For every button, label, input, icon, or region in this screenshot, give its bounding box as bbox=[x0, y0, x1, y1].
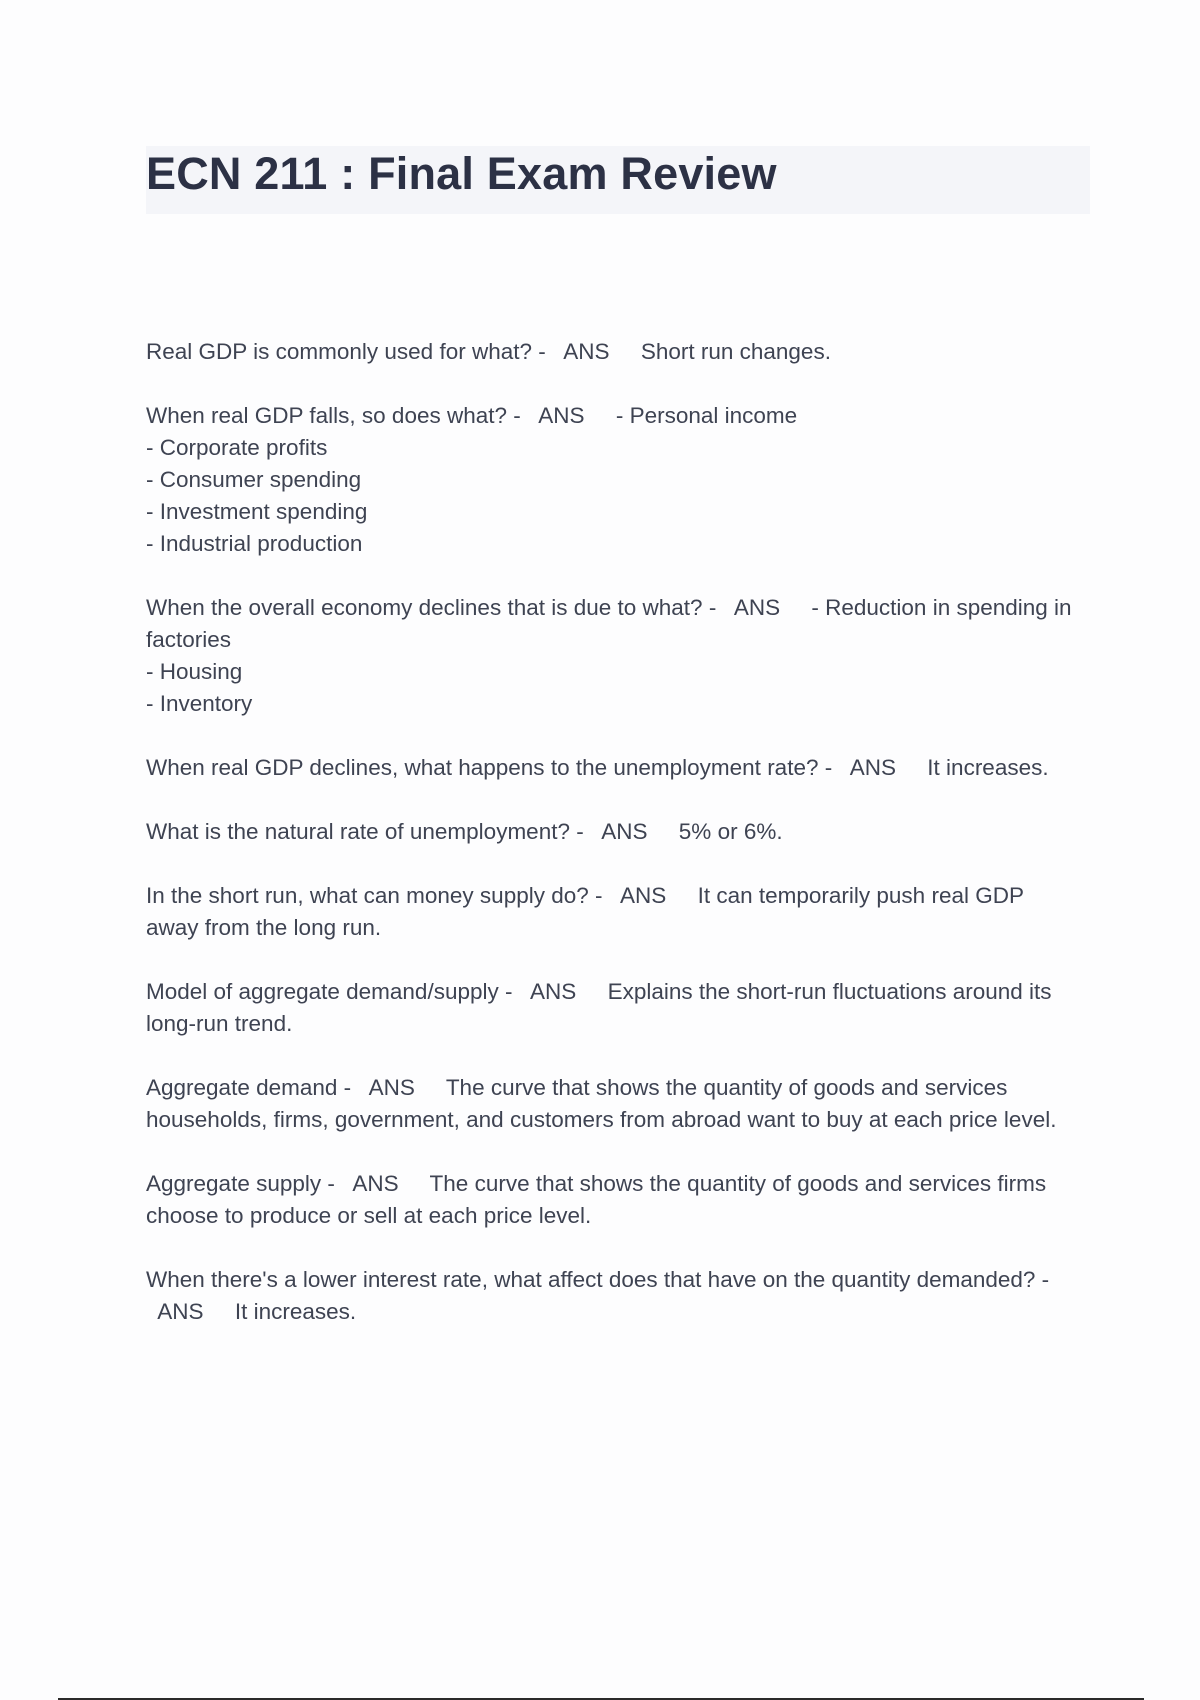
answer-marker: ANS bbox=[849, 755, 897, 780]
answer-marker: ANS bbox=[733, 595, 781, 620]
question-text: When real GDP falls, so does what? - bbox=[146, 403, 521, 428]
qa-item bbox=[146, 976, 1076, 1040]
answer-line: - Investment spending bbox=[146, 499, 368, 524]
question-text: When the overall economy declines that is due to what? - bbox=[146, 595, 717, 620]
answer-line: - Consumer spending bbox=[146, 467, 362, 492]
answer-text: The curve that shows the quantity of goods and services firms choose to produce or sell at each price level. bbox=[146, 1171, 1047, 1228]
question-text: Aggregate supply - bbox=[146, 1171, 335, 1196]
question-text: In the short run, what can money supply do? - bbox=[146, 883, 603, 908]
question-text: Model of aggregate demand/supply - bbox=[146, 979, 513, 1004]
qa-item bbox=[146, 336, 1076, 368]
qa-item bbox=[146, 1072, 1076, 1136]
answer-line: - Industrial production bbox=[146, 531, 363, 556]
answer-text: The curve that shows the quantity of goods and services households, firms, government, and customers from abroad want to buy at each price level. bbox=[146, 1075, 1057, 1132]
question-text: What is the natural rate of unemployment? - bbox=[146, 819, 584, 844]
answer-marker: ANS bbox=[620, 883, 667, 908]
answer-text: It increases. bbox=[234, 1299, 357, 1324]
qa-item bbox=[146, 592, 1076, 720]
answer-text: - Reduction in spending in factories bbox=[146, 595, 1072, 652]
answer-marker: ANS bbox=[563, 339, 610, 364]
qa-item bbox=[146, 400, 1076, 560]
qa-item bbox=[146, 1264, 1076, 1328]
answer-line: - Inventory bbox=[146, 691, 253, 716]
question-text: When real GDP declines, what happens to the unemployment rate? - bbox=[146, 755, 833, 780]
question-text: When there's a lower interest rate, what affect does that have on the quantity demanded? - bbox=[146, 1267, 1050, 1292]
qa-item bbox=[146, 880, 1076, 944]
answer-marker: ANS bbox=[601, 819, 648, 844]
qa-item bbox=[146, 752, 1076, 784]
answer-line: - Corporate profits bbox=[146, 435, 328, 460]
qa-list bbox=[146, 336, 1076, 1360]
answer-text: Explains the short-run fluctuations around its long-run trend. bbox=[146, 979, 1052, 1036]
answer-line: - Housing bbox=[146, 659, 243, 684]
answer-marker: ANS bbox=[530, 979, 577, 1004]
answer-marker: ANS bbox=[368, 1075, 415, 1100]
question-text: Real GDP is commonly used for what? - bbox=[146, 339, 546, 364]
answer-marker: ANS bbox=[538, 403, 585, 428]
answer-text: It can temporarily push real GDP away from the long run. bbox=[146, 883, 1024, 940]
qa-item bbox=[146, 816, 1076, 848]
answer-text: 5% or 6%. bbox=[678, 819, 783, 844]
answer-marker: ANS bbox=[157, 1299, 204, 1324]
answer-text: It increases. bbox=[927, 755, 1049, 780]
page-title: ECN 211 : Final Exam Review bbox=[146, 148, 777, 199]
question-text: Aggregate demand - bbox=[146, 1075, 352, 1100]
answer-marker: ANS bbox=[352, 1171, 399, 1196]
answer-text: Short run changes. bbox=[640, 339, 831, 364]
answer-text: - Personal income bbox=[615, 403, 798, 428]
qa-item bbox=[146, 1168, 1076, 1232]
